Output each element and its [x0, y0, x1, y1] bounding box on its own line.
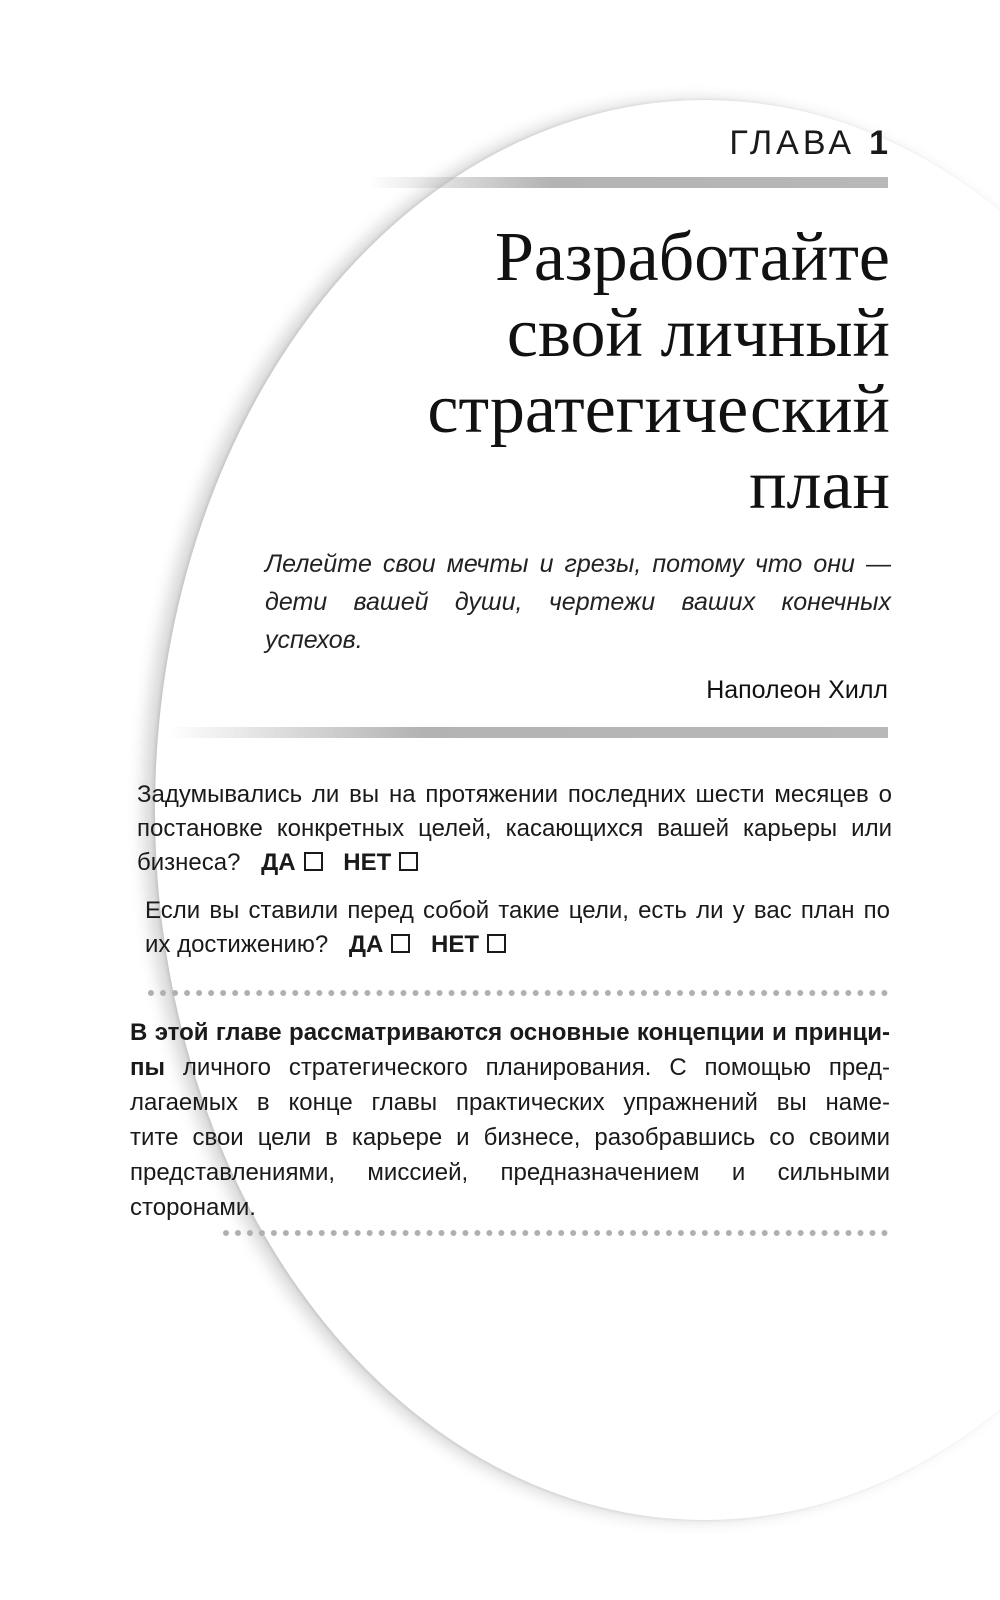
chapter-title-line: план	[749, 447, 890, 524]
summary-line: тите свои цели в карьере и бизнесе, разобравшись со своими	[130, 1124, 890, 1151]
chapter-rule-top	[368, 177, 888, 188]
epigraph-rule-bottom	[168, 727, 888, 738]
answer-no[interactable]	[343, 849, 418, 876]
answer-no-label: НЕТ	[431, 931, 480, 958]
chapter-title-line: Разработайте	[494, 219, 890, 296]
question-2	[145, 894, 890, 962]
summary-line: пы личного стратегического планирования. С помощью пред-	[130, 1054, 890, 1081]
answer-no[interactable]	[431, 931, 506, 958]
answer-no-label: НЕТ	[343, 849, 392, 876]
checkbox-yes[interactable]	[304, 852, 323, 871]
answer-yes[interactable]	[261, 849, 322, 876]
question-text: Если вы ставили перед собой такие цели, есть ли у вас план по их достижению?	[145, 897, 890, 958]
chapter-title-line: свой личный	[506, 295, 890, 372]
question-text: Задумывались ли вы на протяжении последних шести месяцев о постановке конкретных целей, касающихся вашей карьеры или бизнеса?	[137, 781, 892, 876]
summary-line: лагаемых в конце главы практических упражнений вы наме-	[130, 1089, 890, 1116]
chapter-label: ГЛАВА	[729, 124, 856, 162]
checkbox-yes[interactable]	[391, 934, 410, 953]
chapter-title-line: стратегический	[427, 371, 890, 448]
answer-yes-label: ДА	[348, 931, 384, 958]
epigraph-text: Лелейте свои мечты и грезы, потому что они — дети вашей души, чертежи ваших конечных успехов.	[265, 550, 891, 654]
answer-yes-label: ДА	[261, 849, 296, 876]
chapter-title	[190, 220, 890, 524]
dotted-divider-top	[148, 990, 888, 996]
answer-yes[interactable]	[349, 931, 410, 958]
summary-line: представлениями, миссией, предназначением и сильными	[130, 1159, 890, 1186]
summary-line: В этой главе рассматриваются основные концепции и принци-	[130, 1019, 890, 1046]
chapter-heading	[729, 124, 888, 163]
chapter-summary	[130, 1015, 890, 1225]
summary-line: сторонами.	[130, 1194, 256, 1221]
chapter-number: 1	[869, 124, 888, 162]
dotted-divider-bottom	[223, 1230, 888, 1236]
checkbox-no[interactable]	[399, 852, 418, 871]
question-1	[137, 778, 892, 880]
epigraph-author: Наполеон Хилл	[706, 676, 888, 704]
checkbox-no[interactable]	[487, 934, 506, 953]
